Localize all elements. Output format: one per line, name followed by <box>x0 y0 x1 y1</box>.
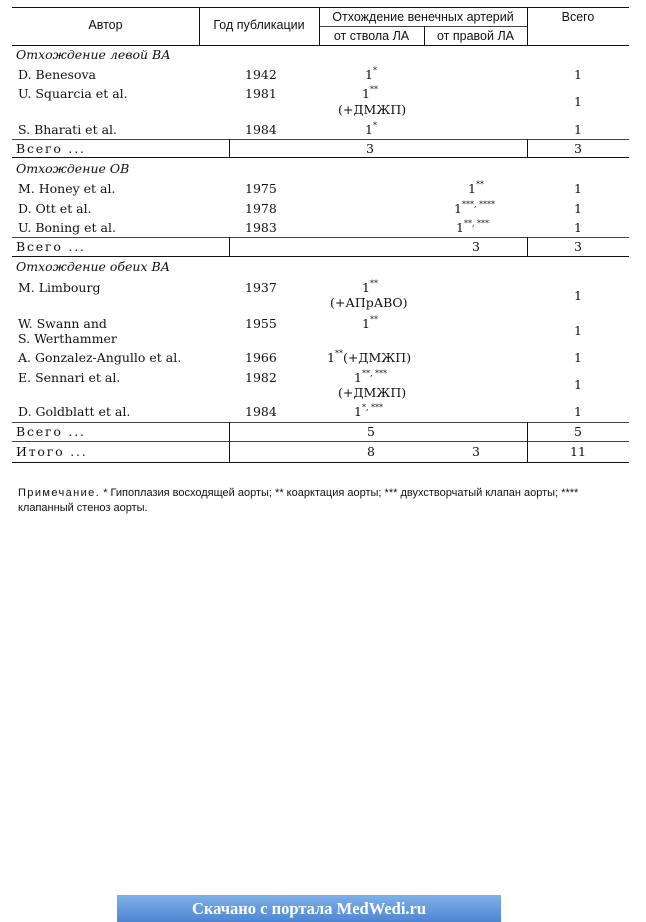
subtotal-total: 5 <box>574 424 582 439</box>
table-footnote <box>18 486 630 516</box>
col-divider <box>527 237 528 256</box>
author-cell: A. Gonzalez-Angullo et al. <box>18 350 182 365</box>
table-bottom-rule <box>12 462 629 463</box>
year-cell: 1983 <box>245 220 277 235</box>
header-bottom-rule <box>12 45 629 46</box>
total-cell: 1 <box>574 181 582 196</box>
year-cell: 1955 <box>245 316 277 331</box>
col-divider <box>527 139 528 157</box>
trunk-cell: 1** <box>362 278 378 295</box>
author-cell: M. Honey et al. <box>18 181 116 196</box>
grand-total-label: Итого ... <box>16 444 88 459</box>
trunk-cell: 1**, *** <box>354 368 388 385</box>
author-cell-line2: S. Werthammer <box>18 331 117 346</box>
trunk-cell: 1**(+ДМЖП) <box>327 348 412 365</box>
subtotal-total: 3 <box>574 239 582 254</box>
year-cell: 1981 <box>245 86 277 101</box>
grand-total-total: 11 <box>570 444 586 459</box>
total-cell: 1 <box>574 350 582 365</box>
section-title: Отхождение левой ВА <box>16 47 171 62</box>
grand-total-right: 3 <box>472 444 480 459</box>
header-author: Автор <box>88 18 123 32</box>
subtotal-right: 3 <box>472 239 480 254</box>
author-cell: S. Bharati et al. <box>18 122 117 137</box>
footnote-text: * Гипоплазия восходящей аорты; ** коарктация аорты; *** двухстворчатый клапан аорты; **** клапанный стеноз аорты. <box>18 487 579 514</box>
year-cell: 1942 <box>245 67 277 82</box>
subtotal-rule <box>12 139 629 140</box>
total-cell: 1 <box>574 404 582 419</box>
year-cell: 1984 <box>245 122 277 137</box>
year-cell: 1982 <box>245 370 277 385</box>
section-title: Отхождение обеих ВА <box>16 259 171 274</box>
header-total: Всего <box>561 10 595 24</box>
year-cell: 1966 <box>245 350 277 365</box>
trunk-cell: 1* <box>365 120 377 137</box>
section-rule <box>12 256 629 257</box>
trunk-cell: 1*, *** <box>354 402 384 419</box>
total-cell: 1 <box>574 220 582 235</box>
author-cell: D. Goldblatt et al. <box>18 404 131 419</box>
col-divider <box>229 422 230 462</box>
year-cell: 1984 <box>245 404 277 419</box>
total-cell: 1 <box>574 377 582 392</box>
trunk-cell: 1** <box>362 314 378 331</box>
header-origin: Отхождение венечных артерий <box>332 10 514 24</box>
col-divider <box>229 139 230 157</box>
header-year: Год публикации <box>213 18 305 32</box>
total-cell: 1 <box>574 288 582 303</box>
subtotal-label: Всего ... <box>16 141 86 156</box>
subtotal-trunk: 5 <box>367 424 375 439</box>
trunk-note: (+АПрАВО) <box>330 295 408 310</box>
right-cell: 1** <box>468 179 484 196</box>
footnote-label: Примечание. <box>18 487 101 499</box>
year-cell: 1975 <box>245 181 277 196</box>
subtotal-label: Всего ... <box>16 424 86 439</box>
right-cell: 1**, *** <box>456 218 490 235</box>
author-cell: D. Ott et al. <box>18 201 92 216</box>
total-cell: 1 <box>574 122 582 137</box>
section-title: Отхождение ОВ <box>16 161 130 176</box>
right-cell: 1***, **** <box>454 199 496 216</box>
total-cell: 1 <box>574 201 582 216</box>
subtotal-total: 3 <box>574 141 582 156</box>
subtotal-rule <box>12 441 629 442</box>
subtotal-rule <box>12 422 629 423</box>
subheader-rule <box>319 26 527 27</box>
section-rule <box>12 157 629 158</box>
author-cell: U. Boning et al. <box>18 220 116 235</box>
header-from-right: от правой ЛА <box>437 29 514 43</box>
table-top-rule <box>12 7 629 8</box>
total-cell: 1 <box>574 323 582 338</box>
author-cell: D. Benesova <box>18 67 97 82</box>
grand-total-trunk: 8 <box>367 444 375 459</box>
author-cell: M. Limbourg <box>18 280 101 295</box>
year-cell: 1978 <box>245 201 277 216</box>
trunk-cell: 1* <box>365 65 377 82</box>
author-cell: W. Swann and <box>18 316 107 331</box>
subtotal-trunk: 3 <box>366 141 374 156</box>
author-cell: U. Squarcia et al. <box>18 86 128 101</box>
year-cell: 1937 <box>245 280 277 295</box>
total-cell: 1 <box>574 67 582 82</box>
download-banner[interactable]: Скачано с портала MedWedi.ru <box>117 895 501 922</box>
subtotal-label: Всего ... <box>16 239 86 254</box>
trunk-cell: 1** <box>362 84 378 101</box>
header-from-trunk: от ствола ЛА <box>333 29 410 43</box>
author-cell: E. Sennari et al. <box>18 370 121 385</box>
trunk-note: (+ДМЖП) <box>338 385 407 400</box>
col-divider <box>527 422 528 462</box>
col-divider <box>229 237 230 256</box>
trunk-note: (+ДМЖП) <box>338 102 407 117</box>
total-cell: 1 <box>574 94 582 109</box>
subtotal-rule <box>12 237 629 238</box>
